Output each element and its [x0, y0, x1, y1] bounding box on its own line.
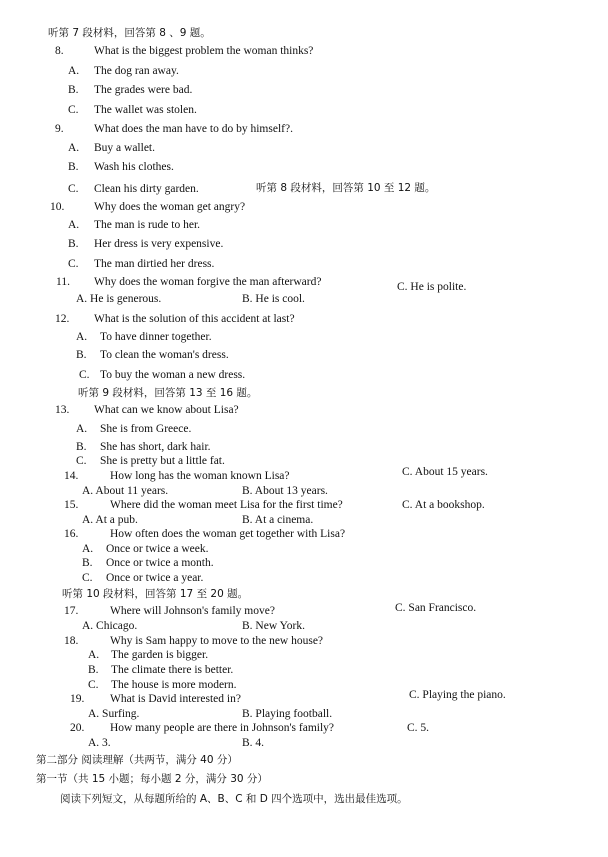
option-label-c: C.	[82, 572, 93, 584]
option-20b: B. 4.	[242, 737, 265, 749]
option-label-a: A.	[76, 331, 88, 343]
option-label-b: B.	[68, 161, 79, 173]
part-heading: 第二部分 阅读理解（共两节，满分 40 分）	[36, 754, 238, 766]
option-11a: A. He is generous.	[76, 293, 162, 305]
option-13b: She has short, dark hair.	[100, 441, 211, 453]
question-stem-10: Why does the woman get angry?	[94, 201, 246, 213]
question-stem-19: What is David interested in?	[110, 693, 241, 705]
option-label-b: B.	[82, 557, 93, 569]
option-18b: The climate there is better.	[111, 664, 234, 676]
option-label-b: B.	[76, 441, 87, 453]
option-17a: A. Chicago.	[82, 620, 138, 632]
question-number-8: 8.	[55, 45, 64, 57]
option-label-b: B.	[88, 664, 99, 676]
option-label-c: C.	[68, 258, 79, 270]
option-15b: B. At a cinema.	[242, 514, 314, 526]
question-number-15: 15.	[64, 499, 79, 511]
question-number-20: 20.	[70, 722, 85, 734]
option-8b: The grades were bad.	[94, 84, 193, 96]
question-number-9: 9.	[55, 123, 64, 135]
option-10c: The man dirtied her dress.	[94, 258, 215, 270]
question-stem-20: How many people are there in Johnson's family?	[110, 722, 335, 734]
question-stem-11: Why does the woman forgive the man afterward?	[94, 276, 322, 288]
option-9b: Wash his clothes.	[94, 161, 174, 173]
option-19c: C. Playing the piano.	[409, 689, 506, 701]
question-number-17: 17.	[64, 605, 79, 617]
option-17b: B. New York.	[242, 620, 305, 632]
option-13a: She is from Greece.	[100, 423, 192, 435]
option-12a: To have dinner together.	[100, 331, 212, 343]
option-10a: The man is rude to her.	[94, 219, 201, 231]
option-19b: B. Playing football.	[242, 708, 333, 720]
option-label-c: C.	[68, 104, 79, 116]
option-label-c: C.	[68, 183, 79, 195]
option-16c: Once or twice a year.	[106, 572, 204, 584]
section-heading-8: 听第 8 段材料，回答第 10 至 12 题。	[256, 182, 436, 194]
option-label-b: B.	[68, 238, 79, 250]
option-label-a: A.	[68, 65, 80, 77]
option-9a: Buy a wallet.	[94, 142, 155, 154]
question-number-10: 10.	[50, 201, 65, 213]
question-stem-15: Where did the woman meet Lisa for the first time?	[110, 499, 343, 511]
option-label-a: A.	[88, 649, 100, 661]
option-label-b: B.	[76, 349, 87, 361]
option-label-a: A.	[76, 423, 88, 435]
option-11b: B. He is cool.	[242, 293, 305, 305]
question-number-18: 18.	[64, 635, 79, 647]
option-label-c: C.	[79, 369, 90, 381]
question-stem-18: Why is Sam happy to move to the new house?	[110, 635, 324, 647]
section-heading-7: 听第 7 段材料，回答第 8 、9 题。	[48, 27, 211, 39]
question-number-16: 16.	[64, 528, 79, 540]
option-16a: Once or twice a week.	[106, 543, 209, 555]
question-number-14: 14.	[64, 470, 79, 482]
option-14b: B. About 13 years.	[242, 485, 328, 497]
option-18c: The house is more modern.	[111, 679, 237, 691]
option-20c: C. 5.	[407, 722, 430, 734]
option-12c: To buy the woman a new dress.	[100, 369, 246, 381]
option-9c: Clean his dirty garden.	[94, 183, 199, 195]
option-8c: The wallet was stolen.	[94, 104, 197, 116]
option-14c: C. About 15 years.	[402, 466, 488, 478]
instructions: 阅读下列短文，从每题所给的 A、B、C 和 D 四个选项中，选出最佳选项。	[60, 793, 408, 805]
question-stem-16: How often does the woman get together with Lisa?	[110, 528, 346, 540]
option-20a: A. 3.	[88, 737, 111, 749]
section-heading-10: 听第 10 段材料，回答第 17 至 20 题。	[62, 588, 249, 600]
option-label-a: A.	[68, 142, 80, 154]
question-number-12: 12.	[55, 313, 70, 325]
option-14a: A. About 11 years.	[82, 485, 169, 497]
question-number-13: 13.	[55, 404, 70, 416]
section-heading-9: 听第 9 段材料，回答第 13 至 16 题。	[78, 387, 258, 399]
question-stem-8: What is the biggest problem the woman thinks?	[94, 45, 314, 57]
option-15c: C. At a bookshop.	[402, 499, 485, 511]
question-stem-17: Where will Johnson's family move?	[110, 605, 275, 617]
option-17c: C. San Francisco.	[395, 602, 477, 614]
question-stem-14: How long has the woman known Lisa?	[110, 470, 290, 482]
question-number-19: 19.	[70, 693, 85, 705]
question-stem-9: What does the man have to do by himself?.	[94, 123, 293, 135]
option-15a: A. At a pub.	[82, 514, 138, 526]
option-8a: The dog ran away.	[94, 65, 179, 77]
option-label-c: C.	[76, 455, 87, 467]
option-10b: Her dress is very expensive.	[94, 238, 224, 250]
option-11c: C. He is polite.	[397, 281, 467, 293]
option-16b: Once or twice a month.	[106, 557, 214, 569]
option-13c: She is pretty but a little fat.	[100, 455, 225, 467]
section-heading-reading: 第一节（共 15 小题；每小题 2 分，满分 30 分）	[36, 773, 268, 785]
question-number-11: 11.	[56, 276, 70, 288]
option-19a: A. Surfing.	[88, 708, 140, 720]
option-12b: To clean the woman's dress.	[100, 349, 229, 361]
option-label-a: A.	[82, 543, 94, 555]
question-stem-12: What is the solution of this accident at last?	[94, 313, 295, 325]
option-label-c: C.	[88, 679, 99, 691]
option-label-a: A.	[68, 219, 80, 231]
option-18a: The garden is bigger.	[111, 649, 209, 661]
question-stem-13: What can we know about Lisa?	[94, 404, 239, 416]
option-label-b: B.	[68, 84, 79, 96]
